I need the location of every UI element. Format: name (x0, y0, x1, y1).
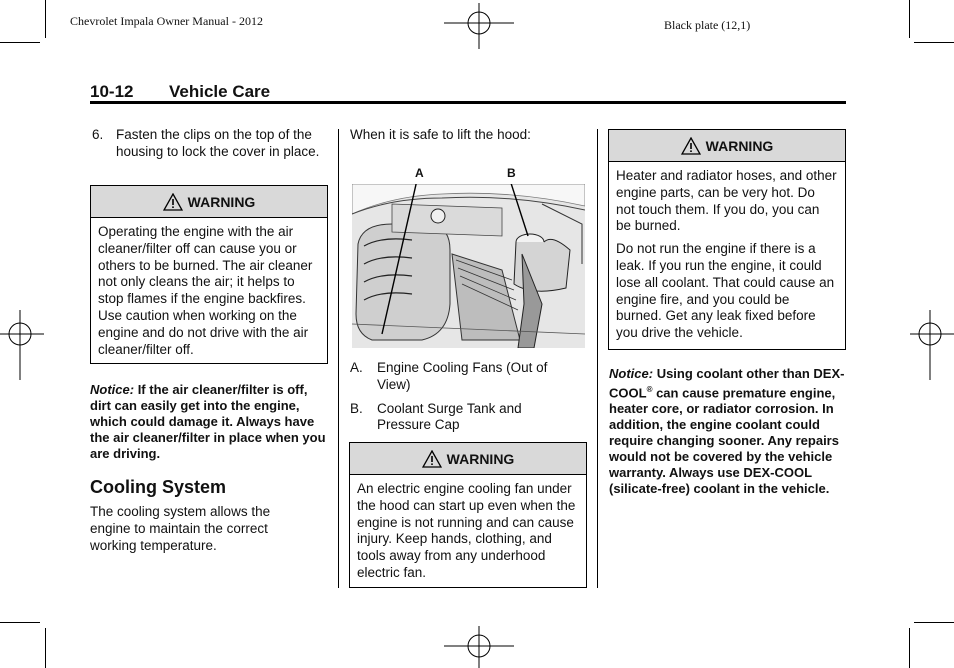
list-text: Engine Cooling Fans (Out of View) (377, 360, 548, 392)
notice-text-end: can cause premature engine, heater core, or radiator corrosion. In addition, the engine coolant could require changing sooner. Any repairs would not be covered by the vehicle warranty. Always use DEX-COOL (silicate-free) coolant in the vehicle. (609, 385, 839, 497)
step-number: 6. (92, 127, 104, 142)
warning-box (349, 442, 587, 588)
section-number: 10-12 (90, 82, 134, 101)
step-item (90, 127, 330, 161)
crop-mark (45, 0, 46, 38)
warning-title: WARNING (187, 193, 256, 210)
registered-mark: ® (646, 385, 653, 394)
list-item (350, 360, 590, 394)
cooling-system-body: The cooling system allows the engine to maintain the correct working temperature. (90, 504, 271, 553)
hood-intro: When it is safe to lift the hood: (350, 127, 531, 142)
crop-mark (914, 622, 954, 623)
header-rule (90, 101, 846, 104)
notice-block (90, 382, 330, 462)
list-letter: A. (350, 360, 363, 375)
warning-icon (681, 137, 701, 155)
crop-mark (0, 42, 40, 43)
callout-label-a: A (415, 166, 424, 180)
crop-mark (45, 628, 46, 668)
left-column (90, 127, 330, 161)
warning-box (90, 185, 328, 364)
warning-header (609, 130, 845, 162)
manual-title: Chevrolet Impala Owner Manual - 2012 (70, 14, 263, 28)
warning-icon (422, 450, 442, 468)
registration-mark-icon (444, 3, 514, 49)
plate-label: Black plate (12,1) (664, 18, 751, 32)
notice-text-start: Using coolant other than DEX-COOL (609, 366, 845, 401)
registration-mark-icon (444, 626, 514, 668)
list-letter: B. (350, 400, 363, 416)
engine-photo (352, 166, 585, 351)
registration-mark-icon (910, 310, 954, 380)
warning-paragraph: Do not run the engine if there is a leak. If you run the engine, it could lose all coolant. That could cause an engine fire, and you could be burned. Get any leak fixed before you drive the vehicle. (616, 241, 835, 341)
warning-paragraph: An electric engine cooling fan under the hood can start up even when the engine is not running and can cause injury. Keep hands, clothing, and tools away from any underhood electric fan. (357, 481, 576, 580)
notice-label: Notice: (609, 366, 654, 381)
notice-text: If the air cleaner/filter is off, dirt can easily get into the engine, which could damage it. Always have the air cleaner/filter in place when you are driving. (90, 382, 326, 461)
crop-mark (909, 0, 910, 38)
warning-paragraph: Heater and radiator hoses, and other engine parts, can be very hot. Do not touch them. If you do, you can be burned. (616, 168, 837, 234)
crop-mark (0, 622, 40, 623)
callout-list (350, 360, 590, 434)
warning-text (609, 162, 845, 348)
crop-mark (914, 42, 954, 43)
warning-header (91, 186, 327, 218)
section-title: Vehicle Care (169, 82, 271, 101)
warning-header (350, 443, 586, 475)
engine-compartment-illustration (352, 184, 585, 348)
warning-text (91, 218, 327, 364)
warning-icon (163, 193, 183, 211)
column-divider (338, 129, 339, 588)
column-divider (597, 129, 598, 588)
warning-text (350, 475, 586, 588)
callout-label-b: B (507, 166, 516, 180)
step-text: Fasten the clips on the top of the housing to lock the cover in place. (116, 127, 320, 159)
cooling-system-heading: Cooling System (90, 477, 227, 497)
registration-mark-icon (0, 310, 44, 380)
warning-box (608, 129, 846, 350)
warning-paragraph: Operating the engine with the air cleaner/filter off can cause you or others to be burned. The air cleaner not only cleans the air; it helps to stop flames if the engine backfires. Use caution when working on the engine and do not drive with the air cleaner/filter off. (98, 224, 313, 357)
notice-block (609, 366, 849, 497)
warning-title: WARNING (705, 137, 774, 154)
list-item (350, 401, 590, 435)
notice-label: Notice: (90, 382, 135, 397)
list-text: Coolant Surge Tank and Pressure Cap (377, 400, 522, 433)
crop-mark (909, 628, 910, 668)
warning-title: WARNING (446, 450, 515, 467)
